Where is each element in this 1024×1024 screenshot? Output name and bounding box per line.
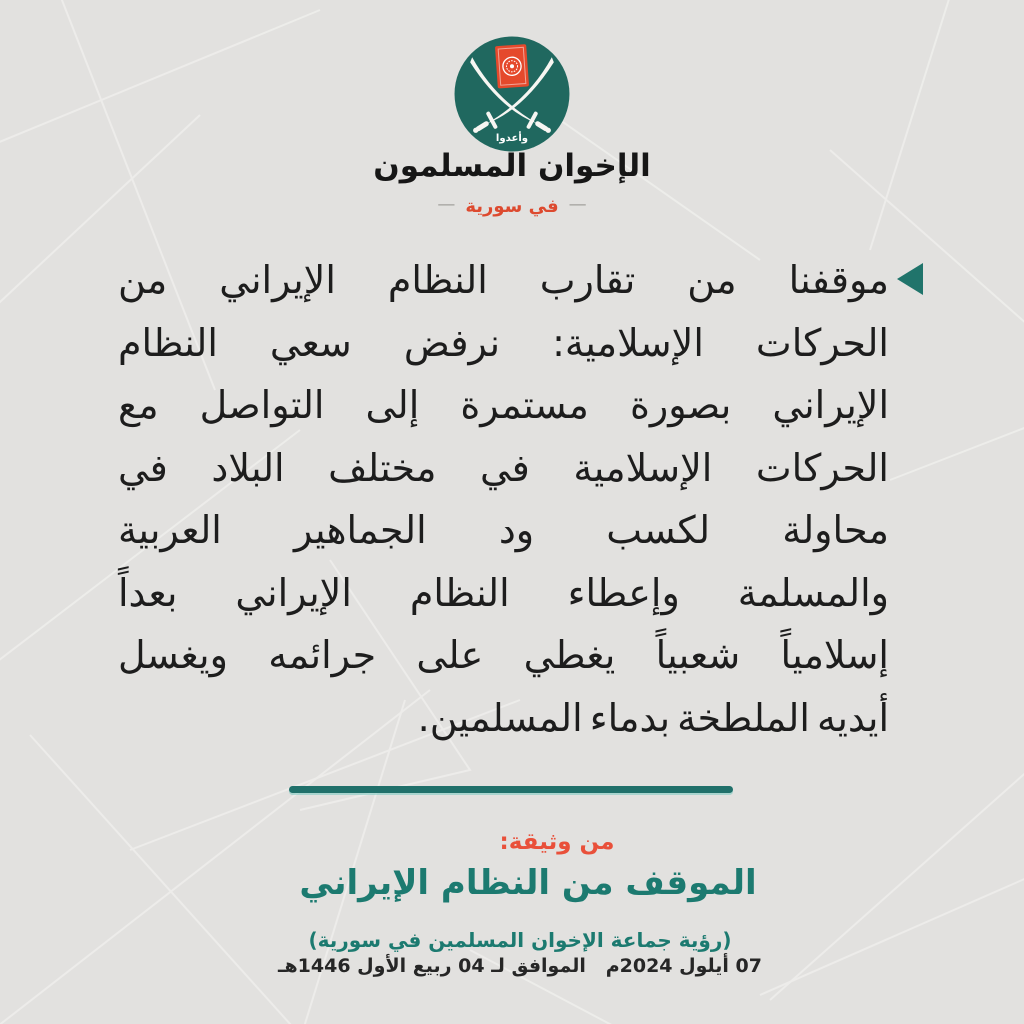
decorative-dash: — — [437, 194, 456, 215]
statement-text — [118, 249, 889, 749]
document-title: الموقف من النظام الإيراني — [299, 863, 757, 903]
left-triangle-icon — [897, 263, 923, 295]
statement-line: والمسلمة وإعطاء النظام الإيراني بعداً — [118, 570, 889, 615]
statement-line: الحركات الإسلامية: نرفض سعي النظام — [118, 320, 889, 365]
statement-line: محاولة لكسب ود الجماهير العربية — [118, 508, 889, 552]
org-name-calligraphy: الإخوان المسلمون — [373, 148, 651, 184]
statement-line: موقفنا من تقارب النظام الإيراني من — [118, 258, 889, 302]
statement-line: إسلامياً شعبياً يغطي على جرائمه ويغسل — [118, 633, 889, 677]
statement-line: أيديه الملطخة بدماء المسلمين. — [417, 695, 889, 740]
org-logo — [451, 33, 573, 155]
org-location-label: في سورية — [465, 196, 559, 217]
divider-line — [289, 786, 733, 793]
quran-book-icon — [495, 44, 529, 88]
decorative-dash: — — [568, 194, 587, 215]
statement-paragraph — [118, 249, 923, 754]
source-label: من وثيقة: — [499, 829, 615, 855]
statement-line: الحركات الإسلامية في مختلف البلاد في — [118, 445, 889, 490]
org-location — [0, 196, 1024, 217]
logo-banner-text: وأعدوا — [495, 132, 529, 144]
document-date: 07 أيلول 2024م الموافق لـ 04 ربيع الأول 1446هـ — [277, 955, 762, 977]
statement-line: الإيراني بصورة مستمرة إلى التواصل مع — [118, 383, 889, 427]
document-subtitle: (رؤية جماعة الإخوان المسلمين في سورية) — [308, 928, 732, 952]
